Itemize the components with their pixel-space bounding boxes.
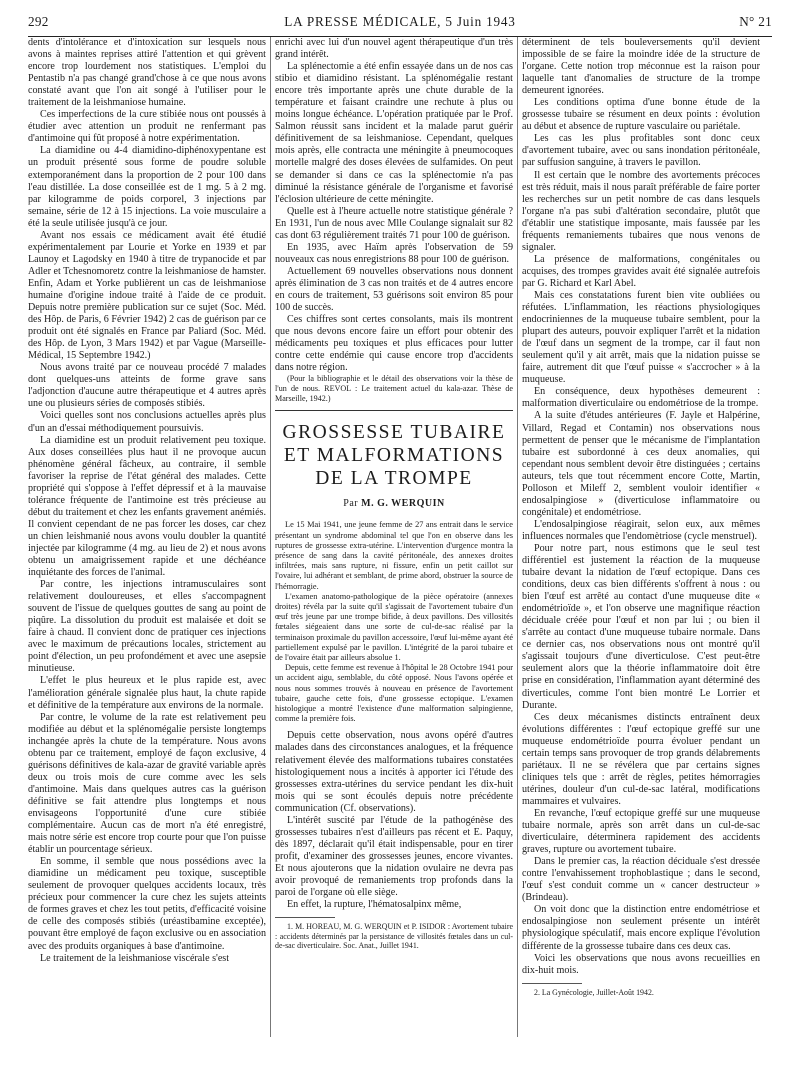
article-title-line: DE LA TROMPE [315, 468, 473, 490]
paragraph: Les cas les plus profitables sont donc ceux d'avortement tubaire, avec ou sans inondation péritonéale, par suffusion sanguine, à travers le pavillon. [522, 133, 760, 169]
footnote-rule [275, 917, 335, 918]
article-title-line: GROSSESSE TUBAIRE [282, 422, 506, 444]
paragraph: L'endosalpingiose réagirait, selon eux, aux mêmes influences normales que l'endomètriose (cycle menstruel). [522, 518, 760, 542]
paragraph: La diamidine ou 4-4 diamidino-diphénoxypentane est un produit présenté sous forme de poudre soluble extemporanément dans la proportion de 2 pour 100 dans l'eau distillée. La dose conseillée est de 1 mg. 5 à 2 mg. par kilogramme de poids corporel, 3 injections par semaine, série de 12 à 15 injections. La voie musculaire a été la seule utilisée jusqu'à ce jour. [28, 145, 266, 229]
paragraph: Les conditions optima d'une bonne étude de la grossesse tubaire se résument en deux points : évolution au début et absence de rupture vasculaire ou pariétale. [522, 97, 760, 133]
paragraph: Dans le premier cas, la réaction déciduale s'est dressée contre l'envahissement trophoblastique ; dans le second, l'œuf s'est conduit comme un « cancer destructeur » (Brindeau). [522, 856, 760, 904]
issue-number: N° 21 [739, 14, 772, 29]
paragraph: dents d'intolérance et d'intoxication sur lesquels nous avons à maintes reprises attiré l'attention et qui grèvent encore trop lourdement nos statistiques. L'emploi du Pentastib n'a pas changé grand'chose à ce que nous avons constaté avant que l'on ait songé à l'utiliser pour le traitement de la leishmaniose humaine. [28, 37, 266, 109]
paragraph: Ces chiffres sont certes consolants, mais ils montrent que nous devons encore faire un effort pour obtenir des médicaments peu toxiques et plus efficaces pour lutter contre cette endémie qui cause encore trop d'accidents dans notre région. [275, 314, 513, 374]
footnote: 1. M. HOREAU, M. G. WERQUIN et P. ISIDOR : Avortement tubaire : accidents déterminés par la persistance de villosités fœtales dans un cul-de-sac diverticulaire. Soc. Anat., Juillet 1941. [275, 922, 513, 951]
column-divider [513, 37, 522, 1067]
paragraph: L'examen anatomo-pathologique de la pièce opératoire (annexes droites) révéla par la suite qu'il s'agissait de l'avortement tubaire d'un œuf très jeune par une trompe bifide, à deux pavillons. Des villosités fœtales siégeaient dans une sorte de cul-de-sac réalisé par la terminaison proximale du pavillon accessoire, l'œuf lui-même ayant été partiellement expulsé par le pavillon. L'intégrité de la paroi tubaire et de l'ovaire était par ailleurs absolue 1. [275, 591, 513, 662]
paragraph: Voici les observations que nous avons recueillies en dix-huit mois. [522, 952, 760, 976]
paragraph: Ces deux mécanismes distincts entraînent deux évolutions différentes : l'œuf ectopique greffé sur une muqueuse endométrioïde pourra évoluer pendant un certain temps sans provoquer de trop grands délabrements pariétaux. Il ne se révélera que par certains signes cliniques tels que : arrêt de règles, petites hémorragies utérines, douleur d'un cul-de-sac latéral, modifications mammaires et vulvaires. [522, 711, 760, 807]
paragraph: Mais ces constatations furent bien vite oubliées ou réfutées. L'inflammation, les réactions physiologiques endocriniennes de la muqueuse tubaire semblent, pour la plupart des auteurs, pouvoir expliquer l'arrêt et la nidation de l'œuf dans un segment de la trompe, car il faut non seulement qu'il y ait arrêt, mais que la nidation puisse se faire, autrement dit que l'œuf puisse « s'accrocher » à la muqueuse. [522, 289, 760, 386]
text-columns [28, 37, 772, 1067]
paragraph: enrichi avec lui d'un nouvel agent thérapeutique d'un très grand intérêt. [275, 37, 513, 61]
paragraph: La splénectomie a été enfin essayée dans un de nos cas stibio et diamidino résistant. La splénomégalie restant encore très importante après une chute durable de la température et faisant craindre une rechute à plus ou moins longue échéance. L'opération pratiquée par le Prof. Salmon réussit sans incident et la malade parut guérir définitivement de sa leishmaniose. Cependant, quelques mois après, elle contracta une méningite à pneumocoques mortelle malgré des doses élevées de sulfamides. On peut se demander si dans ce cas la splénectomie n'a pas diminué la résistance générale de l'organisme et favorisé l'éclosion ultérieure de cette méningite. [275, 61, 513, 205]
journal-title: LA PRESSE MÉDICALE, 5 Juin 1943 [284, 14, 516, 29]
paragraph: Depuis, cette femme est revenue à l'hôpital le 28 Octobre 1941 pour un accident aigu, semblable, du côté opposé. Nous l'avons opérée et nous nous sommes trouvés à nouveau en présence de l'avortement tubaire, gauche cette fois, d'une grossesse ectopique. L'examen histologique a montré l'existence d'une malformation salpingienne, comme la première fois. [275, 663, 513, 724]
paragraph: A la suite d'études antérieures (F. Jayle et Halpérine, Villard, Regad et Contamin) nos observations nous permettent de penser que le mécanisme de l'implantation tubaire est subordonné à ces deux anomalies, qui cependant nous semblent devoir être distinguées ; certains auteurs, tels que tout récemment encore Cotte, Martin, Polloson et Mileff 2, semblent vouloir identifier « endosalpingiose » (diverticulose inflammatoire ou congénitale) et endométriose. [522, 410, 760, 518]
paragraph: On voit donc que la distinction entre endométriose et endosalpingiose non seulement présente un intérêt physiologique spéculatif, mais encore explique l'évolution différente de la grossesse tubaire dans ces deux cas. [522, 904, 760, 952]
paragraph: En revanche, l'œuf ectopique greffé sur une muqueuse tubaire normale, après son arrêt dans un cul-de-sac diverticulaire, déterminera rapidement des accidents graves, rupture ou avortement tubaire. [522, 808, 760, 856]
bibliography-note: (Pour la bibliographie et le détail des observations voir la thèse de l'un de nous. REVOL : Le traitement actuel du kala-azar. Thèse de Marseille, 1942.) [275, 374, 513, 404]
paragraph: Le 15 Mai 1941, une jeune femme de 27 ans entrait dans le service présentant un syndrome abdominal tel que l'on en observe dans les ruptures de grossesse extra-utérine. L'intervention d'urgence montra la présence de sang dans la cavité péritonéale, des annexes droites infiltrées, mais sans rupture, ni fissure, enfin un petit caillot sur l'ovaire, lui adhérant et semblant, de prime abord, obstruer la source de l'hémorragie. [275, 520, 513, 591]
paragraph: L'effet le plus heureux et le plus rapide est, avec l'amélioration générale signalée plus haut, la chute rapide et définitive de la température aux environs de la normale. [28, 675, 266, 711]
paragraph: Pour notre part, nous estimons que le seul test différentiel est justement la réaction de la muqueuse tubaire devant la nidation de l'œuf ectopique. Dans ces conditions, deux cas bien différents s'offrent à nous : ou bien l'œuf est arrêté au contact d'une muqueuse dite « endométrioïde », et l'on observe une magnifique réaction déciduale créée pour l'œuf et non par lui ; ou bien il s'arrête au contact d'une muqueuse tubaire normale. Dans ce dernier cas, nos observations nous ont montré qu'il s'agissait toujours d'une diverticulose. C'est peut-être seulement alors que la théorie inflammatoire doit être prise en considération, l'inflammation ayant déterminé des diverticules, comme l'ont bien montré Le Lorrier et Durante. [522, 542, 760, 711]
paragraph: Voici quelles sont nos conclusions actuelles après plus d'un an d'essai méthodiquement poursuivis. [28, 410, 266, 434]
paragraph: En conséquence, deux hypothèses demeurent : malformation diverticulaire ou endométriose de la trompe. [522, 386, 760, 410]
paragraph: L'intérêt suscité par l'étude de la pathogénèse des grossesses tubaires n'est d'ailleurs pas récent et E. Paquy, dès 1897, déclarait qu'il était indispensable, pour en tirer profit, d'examiner des grossesses jeunes, encore vivantes. Et nous ajouterons que la nidation ovulaire ne devra pas avoir provoqué de remaniements trop profonds dans la paroi de l'organe où elle siège. [275, 814, 513, 899]
column-middle [275, 37, 513, 1067]
article-separator [275, 410, 513, 411]
article-title-line: ET MALFORMATIONS [283, 445, 505, 467]
paragraph: Par contre, le volume de la rate est relativement peu modifiée au début et la splénomégalie persiste longtemps inchangée après la chute de la température. Nous avons obtenu par ce traitement, employé de façon exclusive, 4 guérisons définitives de kala-azar de gravité variable après deux ou trois mois de cure comme avec les sels d'antimoine. Mais dans quelques autres cas la guérison définitive se fait attendre plus longtemps et nous envisageons l'opportunité d'une cure stibiée complémentaire. Aucun cas de mort n'a été enregistré, mais notre série est encore trop courte pour que l'on puisse établir un pourcentage sérieux. [28, 711, 266, 856]
article-title [275, 421, 513, 490]
footnote: 2. La Gynécologie, Juillet-Août 1942. [534, 987, 654, 997]
footnote-rule [522, 983, 582, 984]
paragraph: déterminent de tels bouleversements qu'il devient impossible de se faire la moindre idée de la structure de l'organe. Cette notion trop méconnue est la raison pour laquelle tant d'anomalies de structure de la trompe demeurent ignorées. [522, 37, 760, 97]
article-byline [275, 498, 513, 510]
paragraph: La présence de malformations, congénitales ou acquises, des trompes gravides avait été signalée autrefois par G. Richard et Karl Abel. [522, 253, 760, 289]
paragraph: Avant nos essais ce médicament avait été étudié expérimentalement par Lourie et Yorke en 1939 et par Launoy et Lagodsky en 1940 à titre de trypanocide et par Adler et Tchesnomoretz contre la leishmaniose de hamster. Enfin, Adam et Yorke publièrent un cas de leishmaniose humaine d'origine indoue traité à l'aide de ce produit. Depuis notre première publication sur ce sujet (Soc. Méd. des Hôp. de Paris, 6 Février 1942) 2 cas de guérison par ce produit ont été signalés en France par Paliard (Soc. Méd. des Hôp. de Lyon, 3 Mars 1942) et par Vague (Marseille-Médical, 15 Septembre 1942.) [28, 229, 266, 362]
column-divider [266, 37, 275, 1067]
paragraph: En 1935, avec Haïm après l'observation de 59 nouveaux cas nous enregistrions 88 pour 100 de guérison. [275, 241, 513, 265]
paragraph: Quelle est à l'heure actuelle notre statistique générale ? En 1931, l'un de nous avec Mlle Coulange signalait sur 82 cas dont 63 régulièrement traités 71 pour 100 de guérison. [275, 205, 513, 241]
paragraph: En somme, il semble que nous possédions avec la diamidine un médicament peu toxique, susceptible seulement de provoquer quelques accidents locaux, très précieux pour commencer la cure chez les sujets atteints de formes graves et chez les tout petits, d'efficacité voisine de celle des composés stibiés (uréastibamine exceptée), pouvant être employé de façon exclusive ou en association avec des produits organiques à base d'antimoine. [28, 856, 266, 952]
paragraph: En effet, la rupture, l'hématosalpinx même, [287, 899, 462, 911]
paragraph: Il est certain que le nombre des avortements précoces est très réduit, mais il nous paraît préférable de faire porter les recherches sur un petit nombre de cas dans lesquels l'organe n'a pas subi d'altération secondaire, plutôt que d'établir une statistique imposante, mais faussée par les fréquents remaniements tubaires que nous venons de signaler. [522, 169, 760, 253]
paragraph: La diamidine est un produit relativement peu toxique. Aux doses conseillées plus haut il ne provoque aucun phénomène général fâcheux, au contraire, il semble favoriser la reprise de l'état général des malades. Cette propriété qui s'oppose à l'effet dépressif et à la mauvaise tolérance fréquente de l'antimoine est très précieuse au début du traitement et chez les enfants gravement anémiés. Il convient cependant de ne pas forcer les doses, car chez un chien leishmanié nous avons voulu doubler la quantité injectée par kilogramme (4 mg. au lieu de 2) et nous avons obtenu un amaigrissement rapide et une déchéance inquiétante des forces de l'animal. [28, 434, 266, 579]
paragraph: Depuis cette observation, nous avons opéré d'autres malades dans des circonstances analogues, et la fréquence relativement élevée des malformations tubaires constatées histologiquement nous a incités à apporter ici l'étude des grossesses extra-utérines du service pendant les dix-huit mois qui se sont écoulés depuis notre précédente communication (Cf. observations). [275, 730, 513, 814]
paragraph: Actuellement 69 nouvelles observations nous donnent après élimination de 3 cas non traités et de 4 autres encore en cours de traitement, 53 guérisons soit environ 85 pour 100 de succès. [275, 265, 513, 314]
case-report [275, 520, 513, 724]
column-right [522, 37, 760, 1067]
paragraph: Nous avons traité par ce nouveau procédé 7 malades dont quelques-uns atteints de forme grave sans l'adjonction d'aucune autre thérapeutique et 4 autres après une ou plusieurs séries de composés stibiés. [28, 362, 266, 410]
author-name: M. G. WERQUIN [361, 498, 445, 510]
paragraph: Par contre, les injections intramusculaires sont relativement douloureuses, et elles s'accompagnent souvent de l'issue de quelques gouttes de sang au point de piqûre. La dissolution du produit est malaisée et doit se faire à chaud. Il convient donc de pratiquer ces injections avec le maximum de précautions locales, strictement au point d'élection, un peu profondément et avec une asepsie minutieuse. [28, 579, 266, 675]
page-number: 292 [28, 14, 49, 29]
byline-prefix: Par [343, 498, 359, 510]
column-left [28, 37, 266, 1067]
page-header [28, 14, 772, 34]
paragraph: Le traitement de la leishmaniose viscérale s'est [40, 952, 230, 964]
paragraph: Ces imperfections de la cure stibiée nous ont poussés à étudier avec attention un produit ne renfermant pas d'antimoine qui fût proposé à notre expérimentation. [28, 109, 266, 145]
